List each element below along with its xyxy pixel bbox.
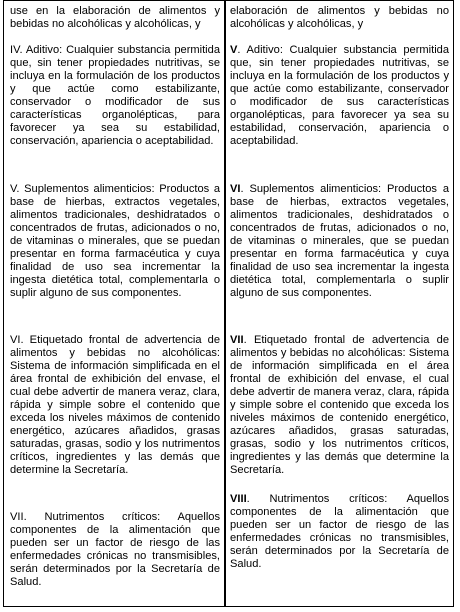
- paragraph-text: . Nutrimentos críticos: Aquellos componentes de la alimentación que pueden ser un factor de riesgo de las enfermedades crónicas no transmisibles, serán determinados por la Secretaría de Salud.: [230, 493, 449, 570]
- paragraph-text: . Etiquetado frontal de advertencia de alimentos y bebidas no alcohólicas: Sistema de información simplificada en el área frontal de exhibición del envase, el cual debe advertir de manera veraz, clara, rápida y simple sobre el contenido que exceda los niveles máximos de contenido energético, azúcares añadidos, grasas saturadas, grasas, sodio y los nutrimentos críticos, ingredientes y las demás que determine la Secretaría.: [230, 334, 449, 476]
- left-paragraph-nutrimentos: VII. Nutrimentos críticos: Aquellos componentes de la alimentación que pueden ser un factor de riesgo de las enfermedades crónicas no transmisibles, serán determinados por la Secretaría de Salud.: [10, 511, 220, 588]
- right-paragraph-etiquetado: [230, 334, 449, 477]
- numeral: VI: [230, 183, 241, 195]
- column-divider: [224, 1, 226, 606]
- left-paragraph-suplementos: V. Suplementos alimenticios: Productos a base de hierbas, extractos vegetales, alimentos tradicionales, deshidratados o concentrados de frutas, adicionados o no, de vitaminas o minerales, que se puedan presentar en forma farmacéutica y cuya finalidad de uso sea incrementar la ingesta dietética total, complementarla o suplir alguno de sus componentes.: [10, 183, 220, 299]
- comparison-table: [3, 0, 454, 607]
- numeral: VIII: [230, 493, 247, 505]
- paragraph-text: . Suplementos alimenticios: Productos a base de hierbas, extractos vegetales, alimentos tradicionales, deshidratados o concentrados de frutas, adicionados o no, de vitaminas o minerales, que se puedan presentar en forma farmacéutica y cuya finalidad de uso sea incrementar la ingesta dietética total, complementarla o suplir alguno de sus componentes.: [230, 183, 449, 299]
- left-paragraph-aditivo: IV. Aditivo: Cualquier substancia permitida que, sin tener propiedades nutritivas, se incluya en la formulación de los productos y que actúe como estabilizante, conservador o modificador de sus características organolépticas, para favorecer ya sea su estabilidad, conservación, apariencia o aceptabilidad.: [10, 44, 220, 147]
- right-paragraph-nutrimentos: [230, 493, 449, 571]
- numeral: V: [230, 44, 238, 56]
- numeral: VII: [230, 334, 244, 346]
- right-paragraph-suplementos: [230, 183, 449, 300]
- right-paragraph-aditivo: [230, 44, 449, 148]
- paragraph-text: . Aditivo: Cualquier substancia permitida que, sin tener propiedades nutritivas, se incluya en la formulación de los productos y que actúe como estabilizante, conservador o modificador de sus características organolépticas, para favorecer ya sea su estabilidad, conservación, apariencia o aceptabilidad.: [230, 44, 449, 147]
- right-paragraph-continuation: elaboración de alimentos y bebidas no alcohólicas y alcohólicas, y: [230, 5, 449, 30]
- left-paragraph-etiquetado: VI. Etiquetado frontal de advertencia de alimentos y bebidas no alcohólicas: Sistema de información simplificada en el área frontal de exhibición del envase, el cual debe advertir de manera veraz, clara, rápida y simple sobre el contenido que exceda los niveles máximos de contenido energético, azúcares añadidos, grasas saturadas, grasas, sodio y los nutrimentos críticos, ingredientes y las demás que determine la Secretaría.: [10, 334, 220, 476]
- left-paragraph-continuation: use en la elaboración de alimentos y bebidas no alcohólicas y alcohólicas, y: [10, 5, 220, 30]
